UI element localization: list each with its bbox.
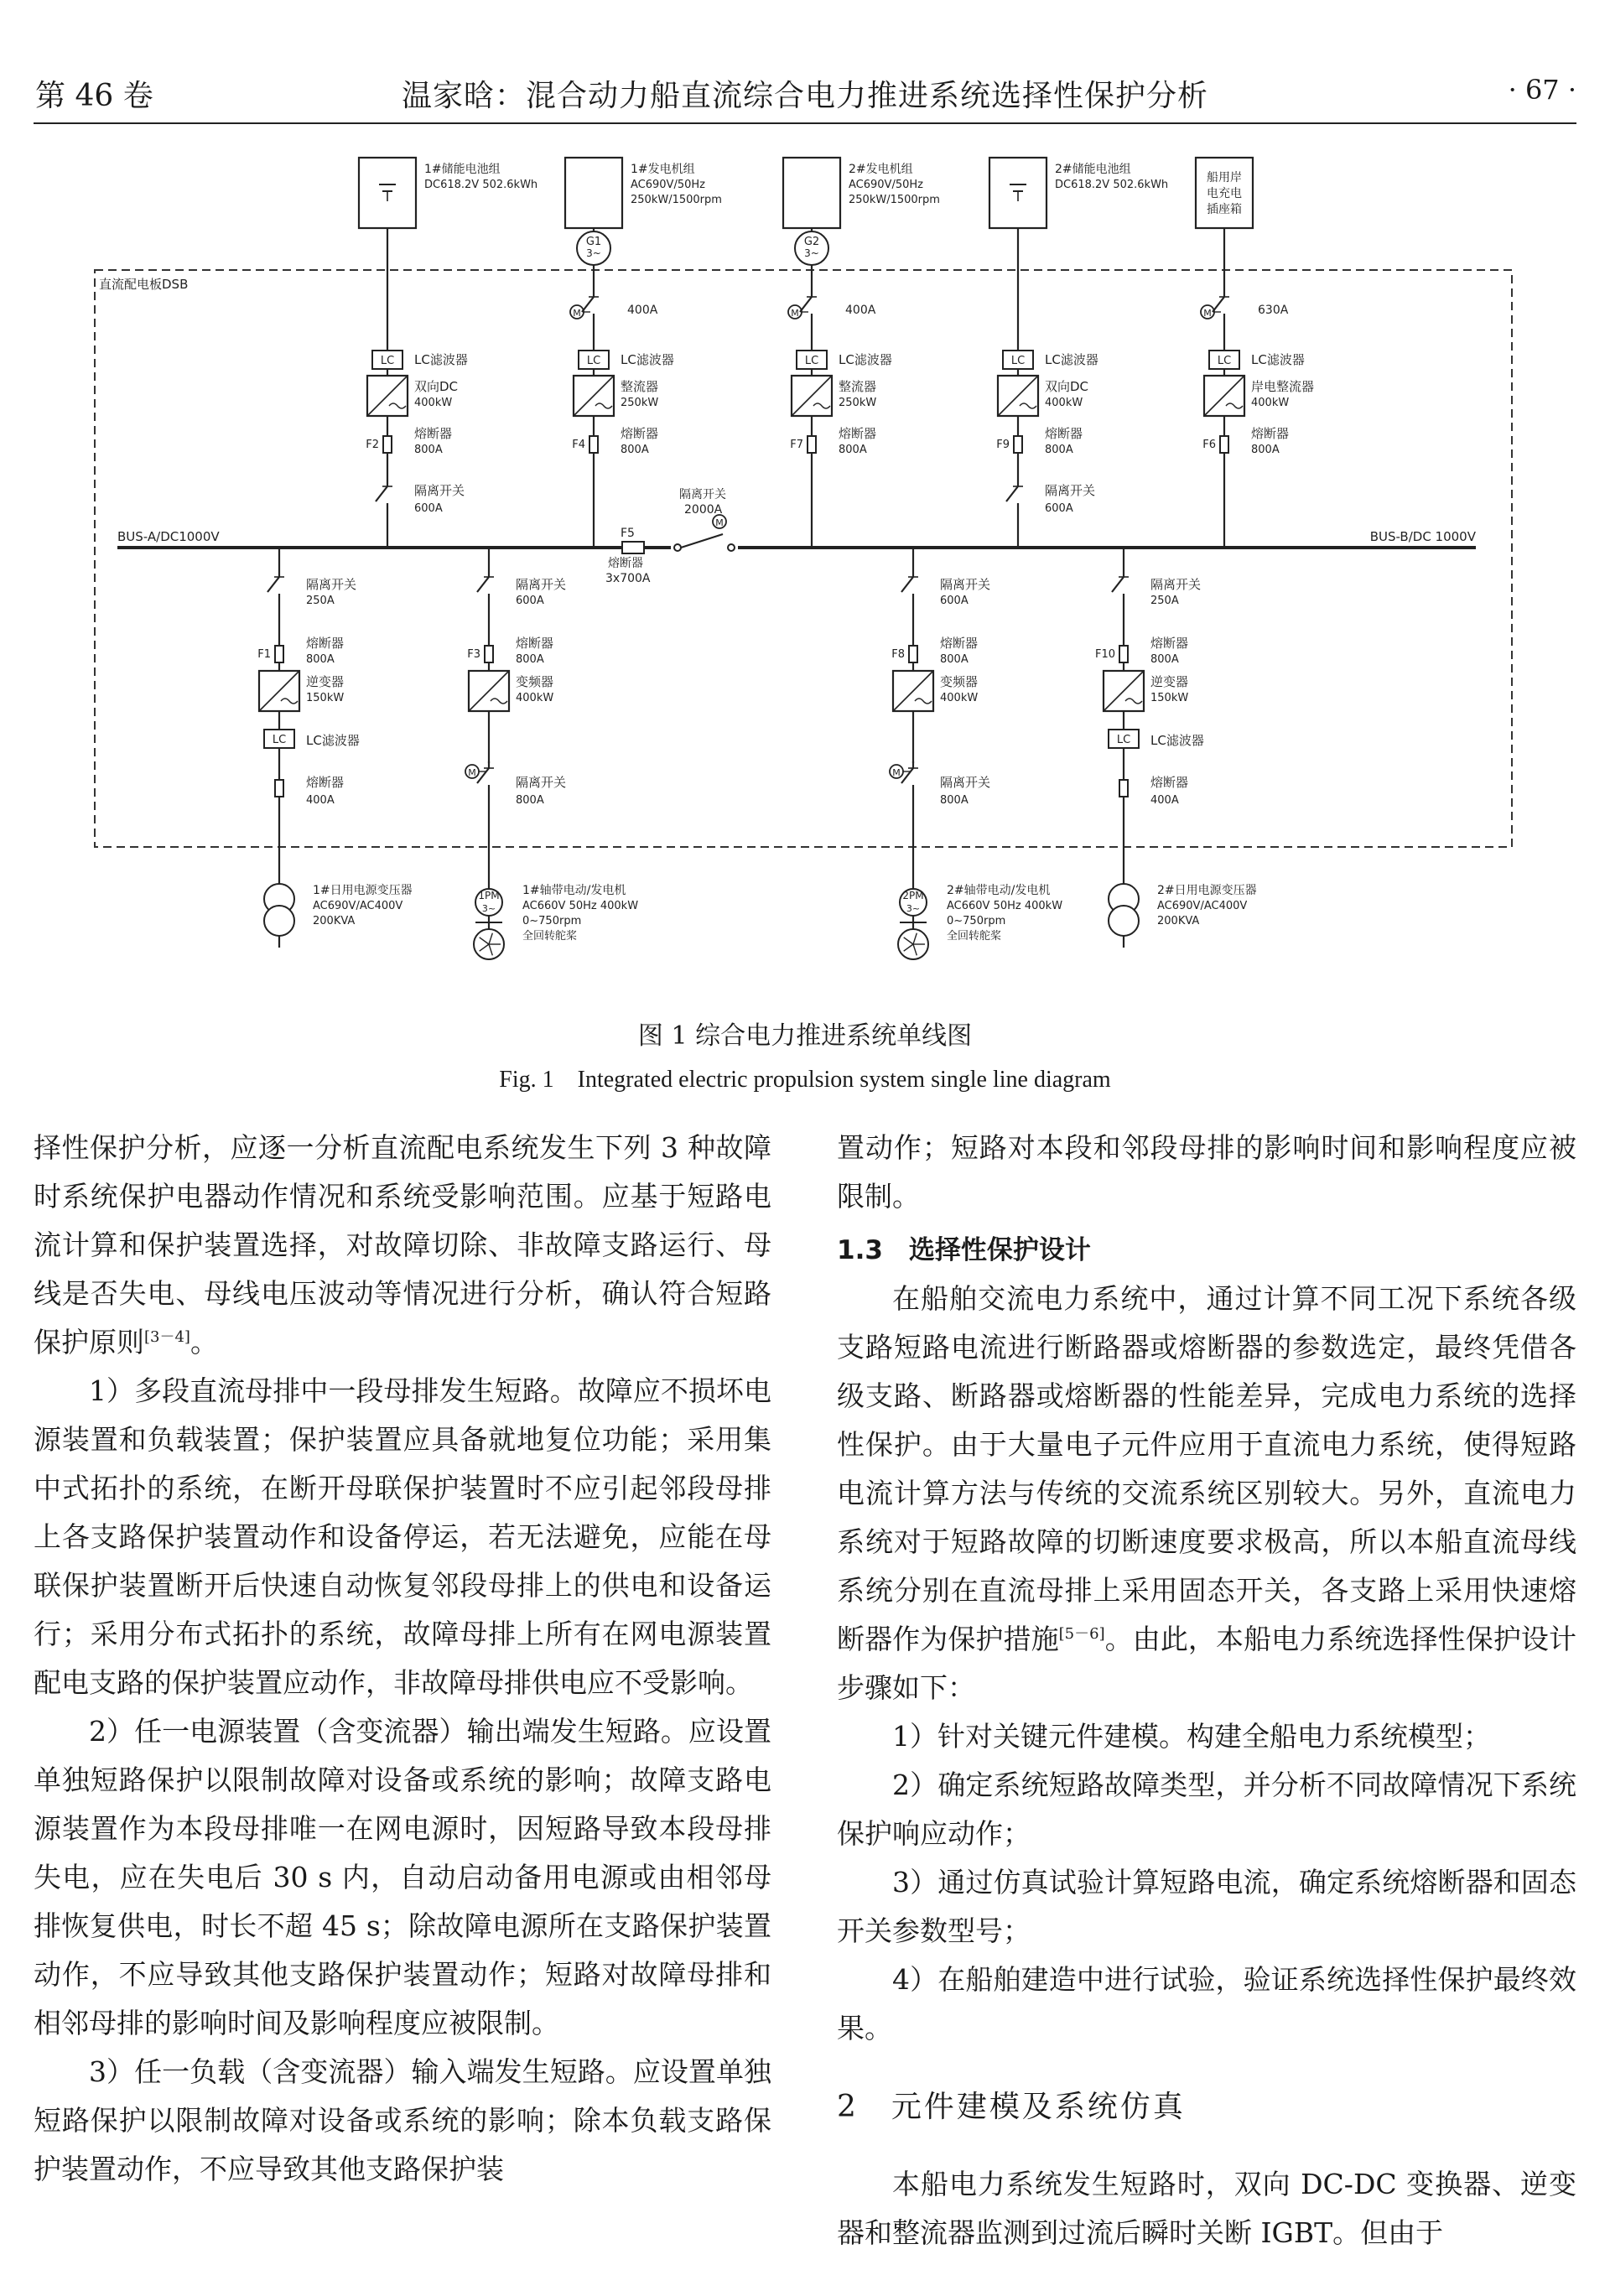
fuse-rating: 800A <box>306 653 335 666</box>
fuse-rating: 800A <box>1251 444 1280 456</box>
source-title: 电充电 <box>1207 187 1242 200</box>
fuse-label: 熔断器 <box>1150 636 1189 651</box>
source-title: 船用岸 <box>1207 171 1242 184</box>
fuse-symbol <box>1014 436 1022 453</box>
paragraph: 1）多段直流母排中一段母排发生短路。故障应不损坏电源装置和负载装置；保护装置应具备就地复位功能；采用集中式拓扑的系统，在断开母联保护装置时不应引起邻段母排上各支路保护装置动作和设备停运，若无法避免，应能在母联保护装置断开后快速自动恢复邻段母排上的供电和设备运行；采用分布式拓扑的系统，故障母排上所有在网电源装置配电支路的保护装置应动作，非故障母排供电应不受影响。 <box>34 1374 771 1699</box>
source-title: 1#发电机组 <box>631 163 695 176</box>
isolating-switch-blade <box>1112 577 1124 592</box>
figure-caption-en: Fig. 1 Integrated electric propulsion system single line diagram <box>499 1067 1111 1093</box>
tie-fuse <box>622 542 644 553</box>
switch-rating: 600A <box>516 595 544 607</box>
source-title: 2#发电机组 <box>849 163 913 176</box>
fuse-label: 熔断器 <box>414 426 453 441</box>
breaker-rating: 400A <box>845 304 876 317</box>
source-spec: AC690V/50Hz <box>631 179 705 191</box>
motor-operator-text: M <box>715 517 724 528</box>
tie-contact <box>674 544 681 551</box>
source-spec: 250kW/1500rpm <box>849 194 940 206</box>
isolating-switch-blade <box>901 577 913 592</box>
switch-label: 隔离开关 <box>516 775 567 790</box>
header-rule <box>34 122 1576 124</box>
switch-label: 隔离开关 <box>414 483 465 498</box>
fuse-rating: 800A <box>839 444 867 456</box>
lc-text: LC <box>804 355 819 367</box>
motor-operator-text: M <box>468 767 476 778</box>
motor-sub: 3~ <box>481 903 496 914</box>
isolating-switch-blade <box>267 577 279 592</box>
fuse-symbol <box>383 436 392 453</box>
lc-text: LC <box>1217 355 1232 367</box>
source-spec: 250kW/1500rpm <box>631 194 722 206</box>
paragraph: 择性保护分析，应逐一分析直流配电系统发生下列 3 种故障时系统保护电器动作情况和系统受影响范围。应基于短路电流计算和保护装置选择，对故障切除、非故障支路运行、母线是否失电、母线电压波动等情况进行分析，确认符合短路保护原则[3－4]。 <box>34 1131 771 1358</box>
breaker-symbol <box>582 297 594 312</box>
converter-label: 双向DC <box>414 379 459 394</box>
lc-text: LC <box>586 355 601 367</box>
paragraph: 在船舶交流电力系统中，通过计算不同工况下系统各级支路短路电流进行断路器或熔断器的参数选定，最终凭借各级支路、断路器或熔断器的性能差异，完成电力系统的选择性保护。由于大量电子元件应用于直流电力系统，使得短路电流计算方法与传统的交流系统区别较大。另外，直流电力系统对于短路故障的切断速度要求极高，所以本船直流母线系统分别在直流母排上采用固态开关，各支路上采用快速熔断器作为保护措施[5－6]。由此，本船电力系统选择性保护设计步骤如下： <box>837 1282 1577 1704</box>
running-title: 温家晗：混合动力船直流综合电力推进系统选择性保护分析 <box>401 79 1208 113</box>
device-title: 1#轴带电动/发电机 <box>522 884 626 897</box>
fuse-symbol <box>808 436 816 453</box>
lc-filter-label: LC滤波器 <box>414 352 468 367</box>
breaker-symbol <box>800 297 812 312</box>
fuse-rating: 400A <box>306 794 335 807</box>
switch-label: 隔离开关 <box>940 577 991 592</box>
volume-label: 第 46 卷 <box>35 79 153 113</box>
fuse-symbol <box>909 646 917 662</box>
device-spec: 0~750rpm <box>947 915 1006 927</box>
fuse-label: 熔断器 <box>1251 426 1290 441</box>
switch-rating: 250A <box>306 595 335 607</box>
device-spec: AC660V 50Hz 400kW <box>947 900 1063 912</box>
generator-sub: 3~ <box>804 247 819 259</box>
lc-text: LC <box>380 355 395 367</box>
converter-rating: 250kW <box>621 397 659 409</box>
bus-a-label: BUS-A/DC1000V <box>117 529 220 544</box>
converter-rating: 150kW <box>306 692 345 704</box>
device-spec: AC690V/AC400V <box>1157 900 1248 912</box>
fuse-id: F2 <box>366 439 379 451</box>
fuse-label: 熔断器 <box>1045 426 1083 441</box>
breaker-rating: 630A <box>1258 304 1289 317</box>
fuse-label: 熔断器 <box>306 636 345 651</box>
switch-rating: 600A <box>1045 502 1073 515</box>
fuse-symbol <box>1220 436 1228 453</box>
source-title: 1#储能电池组 <box>424 163 501 176</box>
lc-filter-label: LC滤波器 <box>621 352 674 367</box>
fuse-label: 熔断器 <box>940 636 979 651</box>
fuse-rating: 800A <box>621 444 649 456</box>
converter-label: 变频器 <box>516 674 554 689</box>
step-item: 3）通过仿真试验计算短路电流，确定系统熔断器和固态开关参数型号； <box>837 1866 1576 1947</box>
generator-label: G2 <box>803 236 820 248</box>
fuse-symbol <box>275 780 283 797</box>
step-item: 2）确定系统短路故障类型，并分析不同故障情况下系统保护响应动作； <box>837 1769 1576 1850</box>
motor-label: 2PM <box>902 890 924 901</box>
switch-rating: 800A <box>940 794 969 807</box>
fuse-symbol <box>1119 646 1128 662</box>
figure-caption-cn: 图 1 综合电力推进系统单线图 <box>637 1021 973 1051</box>
device-spec: 全回转舵桨 <box>522 930 578 943</box>
device-spec: AC660V 50Hz 400kW <box>522 900 639 912</box>
right-column <box>837 1124 1576 2257</box>
motor-operator-text: M <box>573 308 581 319</box>
source-title: 2#储能电池组 <box>1055 163 1131 176</box>
generator-label: G1 <box>585 236 602 248</box>
page-number: · 67 · <box>1508 74 1576 106</box>
device-title: 2#轴带电动/发电机 <box>947 884 1051 897</box>
motor-operator-text: M <box>791 308 799 319</box>
fuse-rating: 800A <box>940 653 969 666</box>
transformer-icon <box>264 906 294 936</box>
device-spec: 200KVA <box>1157 915 1200 927</box>
isolating-switch-blade <box>376 486 387 501</box>
switch-label: 隔离开关 <box>1150 577 1202 592</box>
fuse-rating: 800A <box>1150 653 1179 666</box>
fuse-label: 熔断器 <box>839 426 877 441</box>
fuse-symbol <box>1119 780 1128 797</box>
generator-sub: 3~ <box>586 247 601 259</box>
tie-fuse-label: F5 <box>621 527 635 540</box>
lc-filter-label: LC滤波器 <box>1251 352 1305 367</box>
step-item: 4）在船舶建造中进行试验，验证系统选择性保护最终效果。 <box>837 1963 1576 2044</box>
fuse-id: F7 <box>790 439 803 451</box>
tie-fuse-label: 熔断器 <box>608 557 643 570</box>
single-line-diagram <box>0 134 1610 1006</box>
transformer-icon <box>1109 906 1139 936</box>
dsb-label: 直流配电板DSB <box>99 277 189 292</box>
device-title: 2#日用电源变压器 <box>1157 884 1257 897</box>
motor-operator-text: M <box>892 767 901 778</box>
lc-filter-label: LC滤波器 <box>306 733 360 748</box>
paragraph: 本船电力系统发生短路时，双向 DC-DC 变换器、逆变器和整流器监测到过流后瞬时关断 IGBT。但由于 <box>837 2168 1576 2249</box>
converter-label: 整流器 <box>621 379 659 394</box>
fuse-rating: 800A <box>414 444 443 456</box>
fuse-id: F6 <box>1202 439 1216 451</box>
source-spec: DC618.2V 502.6kWh <box>1055 179 1169 191</box>
source-box <box>565 158 622 228</box>
isolating-switch-blade <box>477 577 489 592</box>
motor-label: 1PM <box>478 890 500 901</box>
converter-label: 整流器 <box>839 379 877 394</box>
fuse-symbol <box>485 646 493 662</box>
switch-label: 隔离开关 <box>306 577 357 592</box>
converter-label: 逆变器 <box>306 674 345 689</box>
fuse-id: F4 <box>572 439 585 451</box>
converter-rating: 150kW <box>1150 692 1189 704</box>
motor-sub: 3~ <box>906 903 921 914</box>
converter-rating: 400kW <box>414 397 453 409</box>
source-box <box>783 158 840 228</box>
converter-rating: 400kW <box>940 692 979 704</box>
tie-switch-rating: 2000A <box>684 503 723 517</box>
section-heading: 1.3 选择性保护设计 <box>837 1235 1091 1265</box>
converter-rating: 400kW <box>1251 397 1290 409</box>
fuse-label: 熔断器 <box>1150 775 1189 790</box>
source-title: 插座箱 <box>1207 203 1242 216</box>
breaker-rating: 400A <box>627 304 658 317</box>
fuse-rating: 400A <box>1150 794 1179 807</box>
fuse-id: F9 <box>996 439 1010 451</box>
switch-label: 隔离开关 <box>940 775 991 790</box>
device-spec: 0~750rpm <box>522 915 582 927</box>
switch-rating: 600A <box>414 502 443 515</box>
fuse-label: 熔断器 <box>516 636 554 651</box>
citation: [5－6] <box>1058 1625 1105 1643</box>
tie-switch-label: 隔离开关 <box>679 488 726 501</box>
fuse-label: 熔断器 <box>306 775 345 790</box>
converter-label: 岸电整流器 <box>1251 379 1315 394</box>
converter-rating: 400kW <box>1045 397 1083 409</box>
switch-label: 隔离开关 <box>1045 483 1096 498</box>
fuse-rating: 800A <box>1045 444 1073 456</box>
motor-operator-text: M <box>1203 308 1212 319</box>
device-spec: 200KVA <box>313 915 356 927</box>
device-spec: AC690V/AC400V <box>313 900 403 912</box>
paragraph: 置动作；短路对本段和邻段母排的影响时间和影响程度应被限制。 <box>837 1131 1576 1213</box>
switch-rating: 800A <box>516 794 544 807</box>
lc-filter-label: LC滤波器 <box>839 352 892 367</box>
section-heading: 2 元件建模及系统仿真 <box>837 2090 1186 2124</box>
converter-rating: 250kW <box>839 397 877 409</box>
switch-rating: 250A <box>1150 595 1179 607</box>
source-spec: DC618.2V 502.6kWh <box>424 179 538 191</box>
converter-label: 逆变器 <box>1150 674 1189 689</box>
device-spec: 全回转舵桨 <box>947 930 1002 943</box>
fuse-symbol <box>589 436 598 453</box>
citation: [3－4] <box>144 1328 190 1346</box>
step-item: 1）针对关键元件建模。构建全船电力系统模型； <box>892 1720 1491 1753</box>
tie-contact <box>728 544 735 551</box>
converter-label: 双向DC <box>1045 379 1089 394</box>
left-column <box>34 1124 771 2194</box>
lc-filter-label: LC滤波器 <box>1150 733 1204 748</box>
page-header <box>0 0 1610 126</box>
lc-text: LC <box>1010 355 1026 367</box>
converter-rating: 400kW <box>516 692 554 704</box>
source-spec: AC690V/50Hz <box>849 179 923 191</box>
lc-text: LC <box>1116 734 1131 746</box>
lc-text: LC <box>272 734 287 746</box>
device-title: 1#日用电源变压器 <box>313 884 413 897</box>
fuse-id: F8 <box>891 648 905 661</box>
isolating-switch-blade <box>1006 486 1018 501</box>
fuse-id: F10 <box>1094 648 1115 661</box>
tie-fuse-rating: 3x700A <box>605 572 651 585</box>
converter-label: 变频器 <box>940 674 979 689</box>
lc-filter-label: LC滤波器 <box>1045 352 1098 367</box>
bus-b-label: BUS-B/DC 1000V <box>1369 529 1476 544</box>
paragraph: 2）任一电源装置（含变流器）输出端发生短路。应设置单独短路保护以限制故障对设备或系统的影响；故障支路电源装置作为本段母排唯一在网电源时，因短路导致本段母排失电，应在失电后 30 s 内，自动启动备用电源或由相邻母排恢复供电，时长不超 45 s；除故障电源所在支路保护装置动作，不应导致其他支路保护装置动作；短路对故障母排和相邻母排的影响时间及影响程度应被限制。 <box>34 1715 771 2039</box>
fuse-id: F1 <box>257 648 271 661</box>
paragraph: 3）任一负载（含变流器）输入端发生短路。应设置单独短路保护以限制故障对设备或系统的影响；除本负载支路保护装置动作，不应导致其他支路保护装 <box>34 2055 771 2185</box>
breaker-symbol <box>1213 297 1224 312</box>
switch-label: 隔离开关 <box>516 577 567 592</box>
fuse-label: 熔断器 <box>621 426 659 441</box>
fuse-symbol <box>275 646 283 662</box>
fuse-id: F3 <box>467 648 480 661</box>
fuse-rating: 800A <box>516 653 544 666</box>
switch-rating: 600A <box>940 595 969 607</box>
